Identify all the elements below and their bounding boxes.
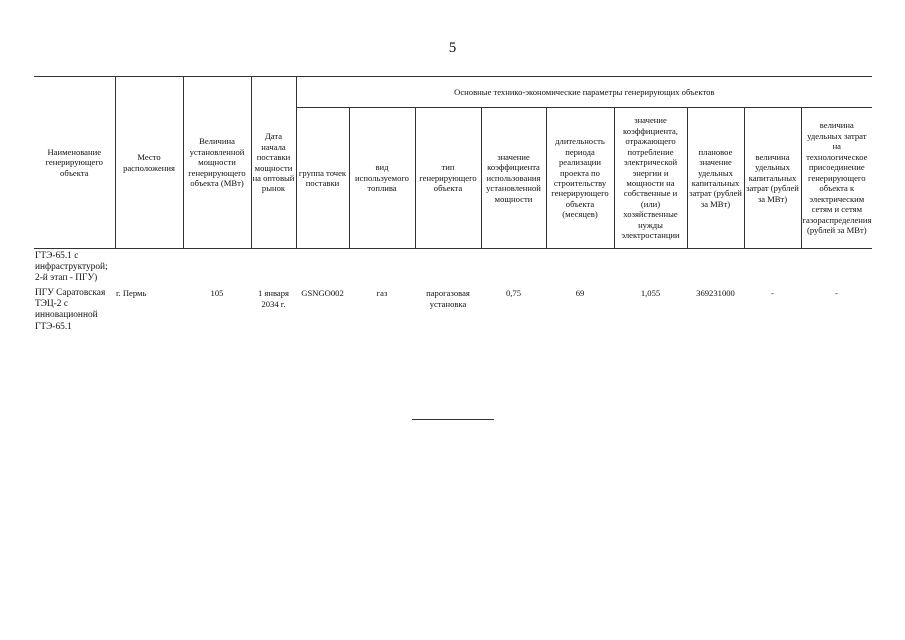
cell-duration: 69: [575, 288, 585, 299]
column-header-duration: длительность периода реализации проекта по строительству генерирующего объекта (месяцев): [546, 108, 614, 249]
cell-duration: [546, 249, 614, 287]
cell-capex: -: [771, 288, 774, 299]
cell-own-needs: 1,055: [640, 288, 661, 299]
column-group-header: Основные технико-экономические параметры генерирующих объектов: [296, 77, 872, 108]
cell-kium: [481, 249, 546, 287]
column-header-kium: значение коэффициента использования установленной мощности: [481, 108, 546, 249]
column-header-own-needs: значение коэффициента, отражающего потребление электрической энергии и мощности на собственные и (или) хозяйственные нужды электростанции: [614, 108, 687, 249]
column-header-name: Наименование генерирующего объекта: [34, 77, 115, 249]
table-row: [34, 249, 872, 287]
cell-name: ГТЭ-65.1 с инфраструктурой; 2-й этап - ПГУ): [35, 251, 108, 284]
closing-rule: [412, 419, 494, 420]
cell-connection-cost: -: [835, 288, 838, 299]
table-row: [34, 286, 872, 334]
column-header-capex: величина удельных капитальных затрат (рублей за МВт): [744, 108, 801, 249]
cell-kium: 0,75: [505, 288, 522, 299]
column-header-connection-cost: величина удельных затрат на технологическое присоединение генерирующего объекта к электрическим сетям и сетям газораспределения (рублей за МВт): [801, 108, 872, 249]
cell-location: г. Пермь: [116, 288, 147, 299]
cell-capacity: 105: [210, 288, 224, 299]
cell-location: [115, 249, 183, 287]
page-number: 5: [448, 40, 457, 56]
cell-object-type: [415, 249, 481, 287]
cell-name: ПГУ Саратовская ТЭЦ-2 с инновационной ГТЭ-65.1: [35, 288, 106, 332]
cell-planned-capex: [687, 249, 744, 287]
cell-fuel: газ: [376, 288, 388, 299]
column-header-fuel: вид используемого топлива: [349, 108, 415, 249]
cell-planned-capex: 369231000: [696, 288, 735, 299]
cell-start-date: 1 января 2034 г.: [257, 288, 289, 309]
cell-gtp-group: [296, 249, 349, 287]
column-header-planned-capex: плановое значение удельных капитальных затрат (рублей за МВт): [687, 108, 744, 249]
cell-connection-cost: [801, 249, 872, 287]
column-header-object-type: тип генерирующего объекта: [415, 108, 481, 249]
cell-capex: [744, 249, 801, 287]
cell-capacity: [183, 249, 251, 287]
parameters-table: [34, 76, 872, 335]
column-header-start-date: Дата начала поставки мощности на оптовый рынок: [251, 77, 296, 249]
cell-object-type: парогазовая установка: [426, 288, 470, 309]
column-header-location: Место расположения: [115, 77, 183, 249]
cell-start-date: [251, 249, 296, 287]
column-header-capacity: Величина установленной мощности генерирующего объекта (МВт): [183, 77, 251, 249]
cell-fuel: [349, 249, 415, 287]
column-header-gtp-group: группа точек поставки: [296, 108, 349, 249]
cell-gtp-group: GSNGO002: [301, 288, 344, 299]
cell-own-needs: [614, 249, 687, 287]
